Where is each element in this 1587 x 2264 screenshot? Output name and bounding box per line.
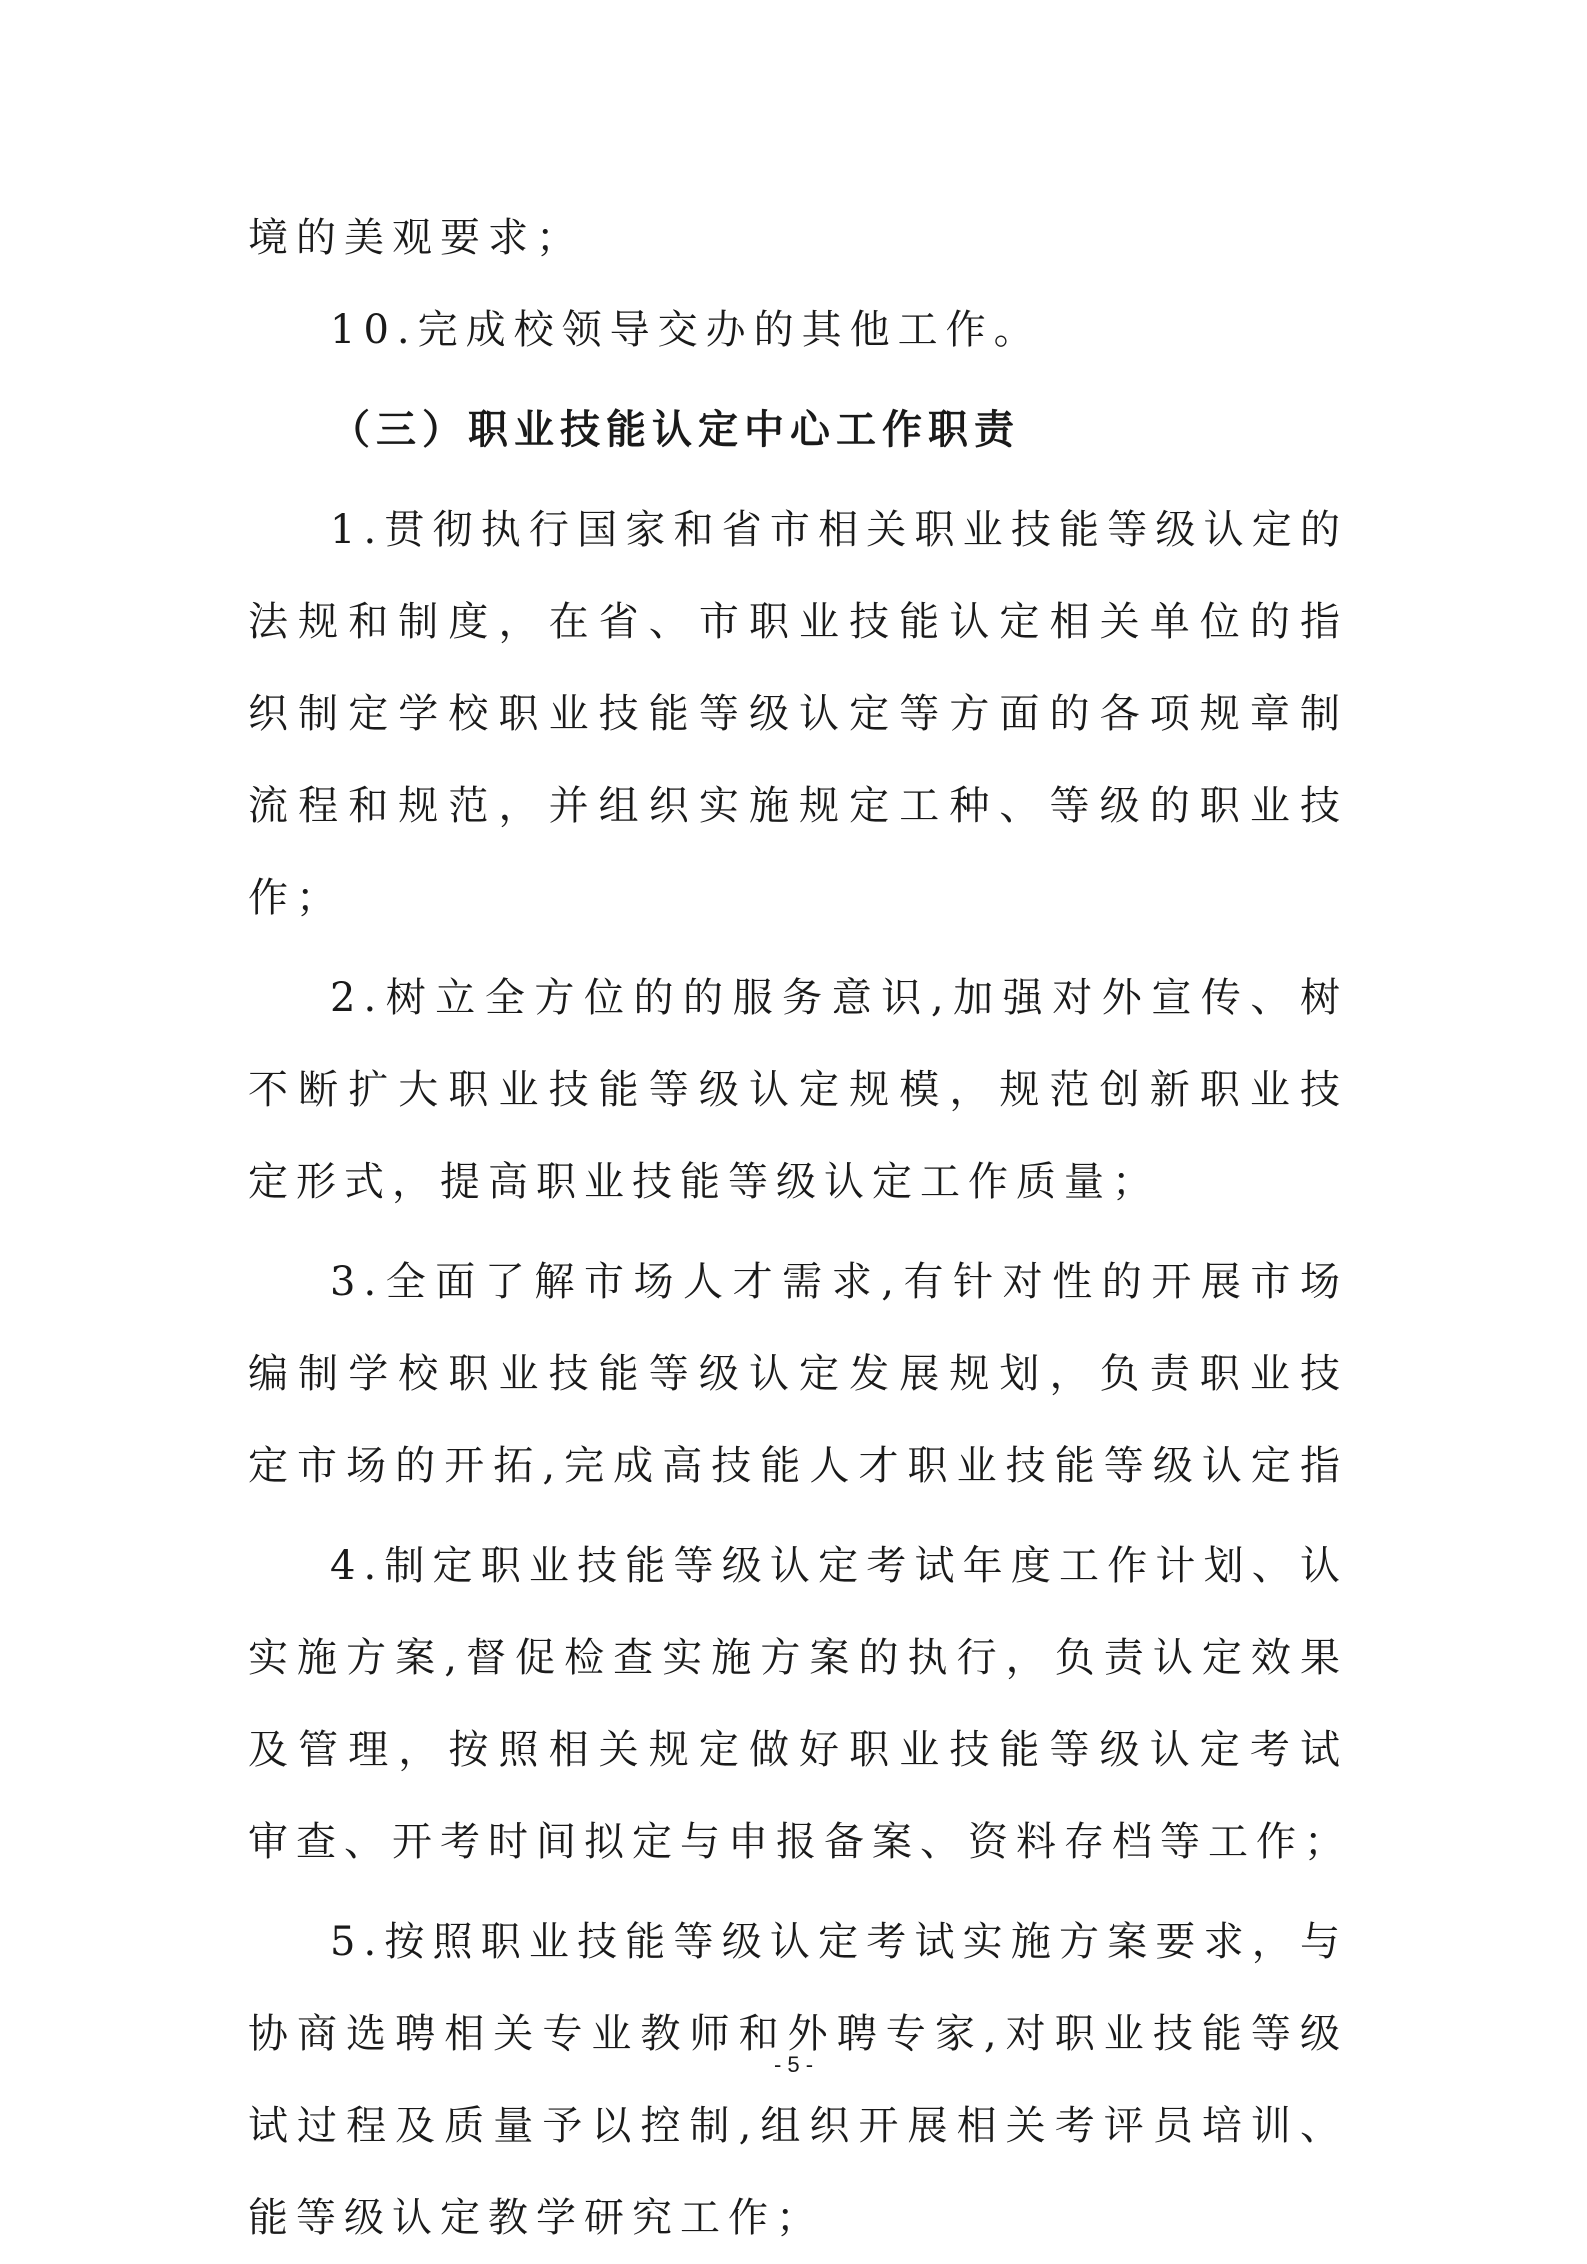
text-line: 境的美观要求； bbox=[248, 215, 584, 261]
paragraph-item-2 bbox=[248, 952, 1348, 1228]
text-line: 协商选聘相关专业教师和外聘专家,对职业技能等级 bbox=[248, 2011, 1348, 2057]
text-line: 能等级认定教学研究工作； bbox=[248, 2195, 824, 2241]
text-line: 不断扩大职业技能等级认定规模，规范创新职业技 bbox=[248, 1067, 1348, 1113]
section-heading bbox=[248, 384, 1348, 476]
paragraph-item-5 bbox=[248, 1896, 1348, 2264]
text-line: 实施方案,督促检查实施方案的执行，负责认定效果 bbox=[248, 1635, 1348, 1681]
text-line: 及管理，按照相关规定做好职业技能等级认定考试 bbox=[248, 1727, 1348, 1773]
paragraph-item-1 bbox=[248, 484, 1348, 944]
text-line: 法规和制度，在省、市职业技能认定相关单位的指 bbox=[248, 599, 1348, 645]
text-line: 织制定学校职业技能等级认定等方面的各项规章制 bbox=[248, 691, 1348, 737]
text-line: 2.树立全方位的的服务意识,加强对外宣传、树 bbox=[330, 975, 1348, 1021]
text-line: 流程和规范，并组织实施规定工种、等级的职业技 bbox=[248, 783, 1348, 829]
text-line: 审查、开考时间拟定与申报备案、资料存档等工作； bbox=[248, 1819, 1352, 1865]
text-line: 5.按照职业技能等级认定考试实施方案要求，与 bbox=[330, 1919, 1348, 1965]
paragraph-item-3 bbox=[248, 1236, 1348, 1512]
paragraph-item-4 bbox=[248, 1520, 1352, 1888]
section-heading-text: （三）职业技能认定中心工作职责 bbox=[330, 407, 1020, 453]
paragraph-environment-tail bbox=[248, 192, 1348, 376]
text-line: 试过程及质量予以控制,组织开展相关考评员培训、 bbox=[248, 2103, 1348, 2149]
text-line: 定形式，提高职业技能等级认定工作质量； bbox=[248, 1159, 1160, 1205]
text-line: 作； bbox=[248, 875, 344, 921]
page-number: - 5 - bbox=[773, 2052, 814, 2077]
document-body bbox=[248, 192, 1352, 2264]
text-line: 4.制定职业技能等级认定考试年度工作计划、认 bbox=[330, 1543, 1348, 1589]
text-line: 编制学校职业技能等级认定发展规划，负责职业技 bbox=[248, 1351, 1348, 1397]
text-line: 定市场的开拓,完成高技能人才职业技能等级认定指 bbox=[248, 1443, 1348, 1489]
text-line: 3.全面了解市场人才需求,有针对性的开展市场 bbox=[330, 1259, 1348, 1305]
text-line: 1.贯彻执行国家和省市相关职业技能等级认定的 bbox=[330, 507, 1348, 553]
text-line: 10.完成校领导交办的其他工作。 bbox=[330, 307, 1042, 353]
